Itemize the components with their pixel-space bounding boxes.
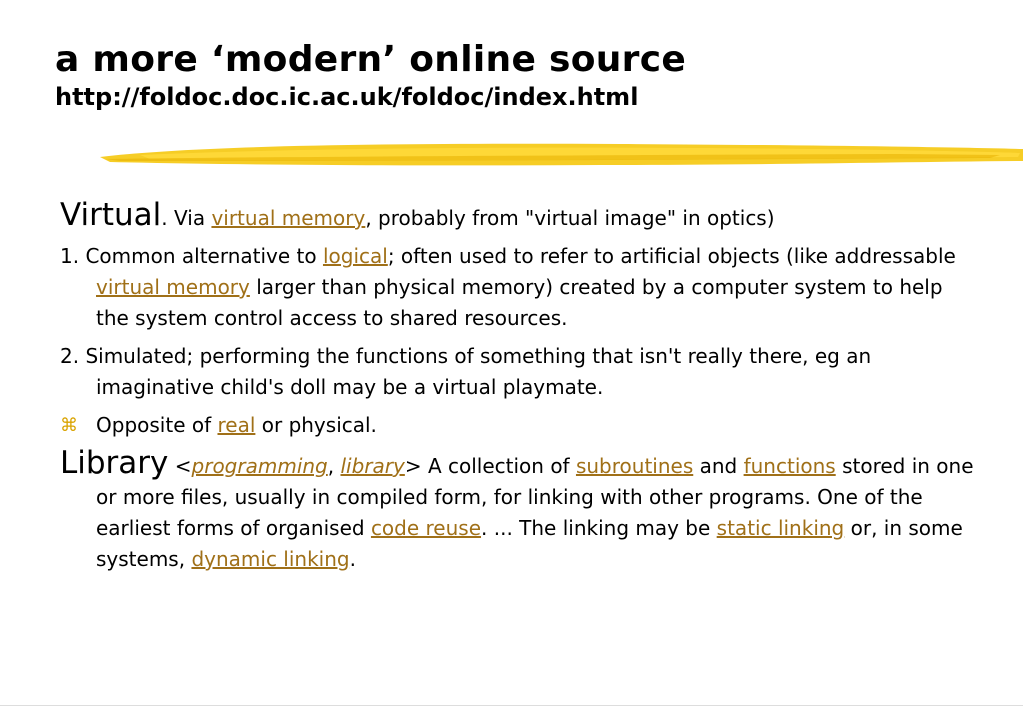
- opp-prefix: Opposite of: [96, 413, 218, 437]
- virtual-definition-2: 2. Simulated; performing the functions of something that isn't really there, eg an imaginative child's doll may be a virtual playmate.: [60, 344, 872, 399]
- yellow-swoosh-decoration: [0, 135, 1023, 175]
- lib-text4: .: [349, 547, 356, 571]
- term-period: .: [161, 206, 168, 230]
- text-via: Via: [167, 206, 212, 230]
- link-virtual-memory-2[interactable]: virtual memory: [96, 275, 250, 299]
- link-library[interactable]: library: [340, 454, 405, 478]
- opp-suffix: or physical.: [255, 413, 377, 437]
- virtual-definition-1: [60, 241, 980, 334]
- lib-text2: . ... The linking may be: [481, 516, 717, 540]
- command-key-bullet-icon: ⌘: [60, 415, 78, 436]
- term-library: Library: [60, 445, 169, 481]
- link-virtual-memory[interactable]: virtual memory: [211, 206, 366, 230]
- link-programming[interactable]: programming: [191, 454, 328, 478]
- lib-comma: ,: [327, 454, 341, 478]
- virtual-heading-line: [60, 197, 980, 234]
- lib-open: <: [168, 454, 192, 478]
- def1-middle: ; often used to refer to artificial objects (like addressable: [387, 244, 956, 268]
- term-virtual: Virtual: [60, 197, 162, 233]
- link-functions[interactable]: functions: [743, 454, 836, 478]
- link-code-reuse[interactable]: code reuse: [370, 516, 482, 540]
- content: [60, 197, 980, 582]
- link-dynamic-linking[interactable]: dynamic linking: [191, 547, 350, 571]
- slide-title: a more ‘modern’ online source: [55, 39, 687, 80]
- link-logical[interactable]: logical: [322, 244, 388, 268]
- lib-text3: or, in some systems,: [96, 516, 963, 571]
- link-subroutines[interactable]: subroutines: [575, 454, 694, 478]
- def1-suffix: larger than physical memory) created by a computer system to help the system control access to shared resources.: [96, 275, 943, 330]
- def1-prefix: 1. Common alternative to: [60, 244, 323, 268]
- library-definition: [60, 445, 980, 575]
- slide-subtitle-url: http://foldoc.doc.ic.ac.uk/foldoc/index.html: [55, 83, 639, 111]
- opposite-bullet: [60, 410, 980, 441]
- lib-and: and: [693, 454, 744, 478]
- text-optics: , probably from "virtual image" in optics): [365, 206, 775, 230]
- lib-close: > A collection of: [404, 454, 576, 478]
- link-real[interactable]: real: [217, 413, 256, 437]
- link-static-linking[interactable]: static linking: [716, 516, 845, 540]
- bottom-divider: [0, 705, 1023, 706]
- title-block: [55, 38, 995, 112]
- lib-text1: stored in one or more files, usually in compiled form, for linking with other programs. One of the earliest forms of organised: [96, 454, 974, 540]
